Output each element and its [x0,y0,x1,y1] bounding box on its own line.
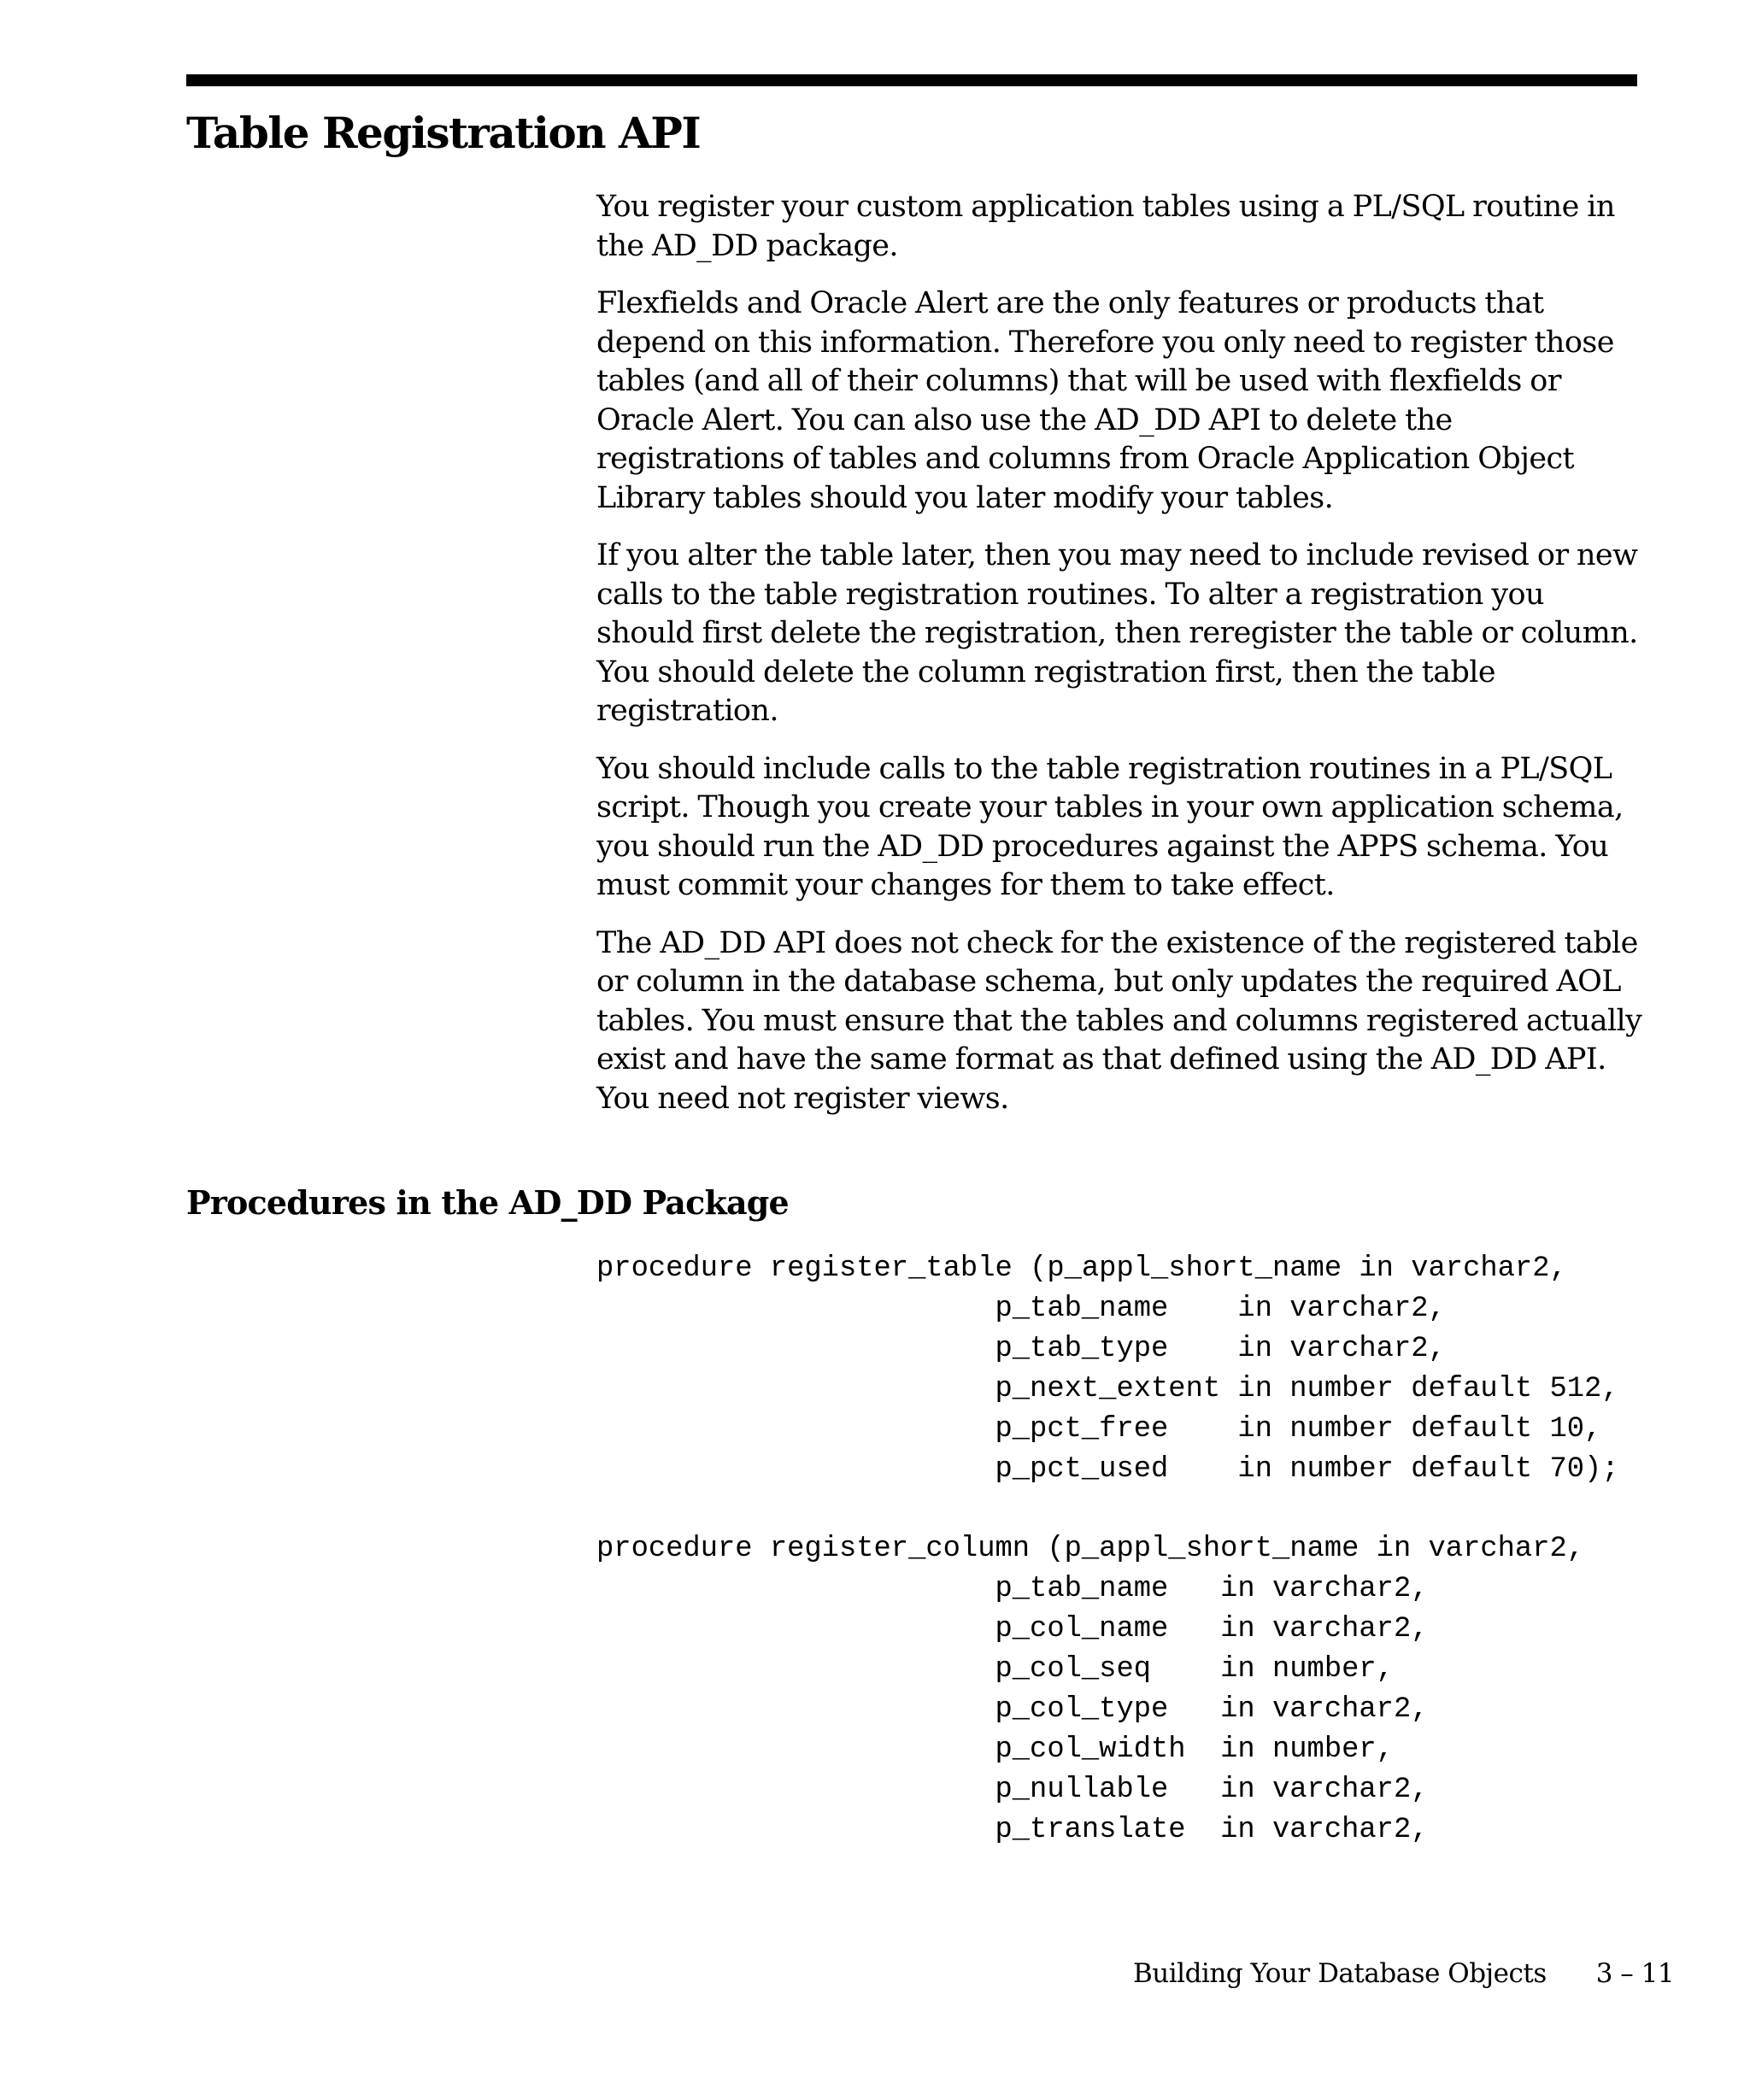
footer-page-number: 3 – 11 [1595,1958,1675,1989]
body-text [596,188,1644,1137]
top-rule [186,74,1637,86]
footer-chapter-title: Building Your Database Objects [1133,1958,1547,1989]
code-line: p_pct_used in number default 70); [596,1452,1619,1486]
code-line: p_next_extent in number default 512, [596,1372,1619,1405]
code-line: p_nullable in varchar2, [596,1773,1429,1806]
code-line: p_tab_name in varchar2, [596,1573,1429,1606]
code-line: p_col_name in varchar2, [596,1613,1429,1646]
paragraph: Flexfields and Oracle Alert are the only features or products that depend on this information. Therefore you only need to register those tables (and all of their columns) that will be used with flexfields or Oracle Alert. You can also use the AD_DD API to delete the registrations of tables and columns from Oracle Application Object Library tables should you later modify your tables. [596,286,1614,515]
paragraph: You should include calls to the table registration routines in a PL/SQL script. Though you create your tables in your own application schema, you should run the AD_DD procedures against the APPS schema. You must commit your changes for them to take effect. [596,751,1624,902]
code-block [596,1249,1639,1851]
paragraph: You register your custom application tables using a PL/SQL routine in the AD_DD package. [596,190,1615,263]
code-line: procedure register_table (p_appl_short_name in varchar2, [596,1252,1567,1285]
code-line: p_pct_free in number default 10, [596,1412,1602,1446]
code-line: p_col_seq in number, [596,1653,1394,1686]
code-line: p_tab_name in varchar2, [596,1292,1446,1325]
page-footer [1133,1956,1674,1991]
section-title: Table Registration API [186,108,701,158]
code-line: p_tab_type in varchar2, [596,1332,1446,1365]
code-line: procedure register_column (p_appl_short_name in varchar2, [596,1533,1585,1566]
code-line: p_col_type in varchar2, [596,1692,1429,1726]
subsection-title: Procedures in the AD_DD Package [186,1183,789,1222]
code-line: p_translate in varchar2, [596,1813,1429,1846]
paragraph: If you alter the table later, then you may need to include revised or new calls to the table registration routines. To alter a registration you should first delete the registration, then reregister the table or column. You should delete the column registration first, then the table registration. [596,538,1638,728]
paragraph: The AD_DD API does not check for the existence of the registered table or column in the database schema, but only updates the required AOL tables. You must ensure that the tables and columns registered actually exist and have the same format as that defined using the AD_DD API. You need not register views. [596,925,1642,1116]
code-line: p_col_width in number, [596,1733,1394,1766]
code-spacer [596,1489,1639,1529]
